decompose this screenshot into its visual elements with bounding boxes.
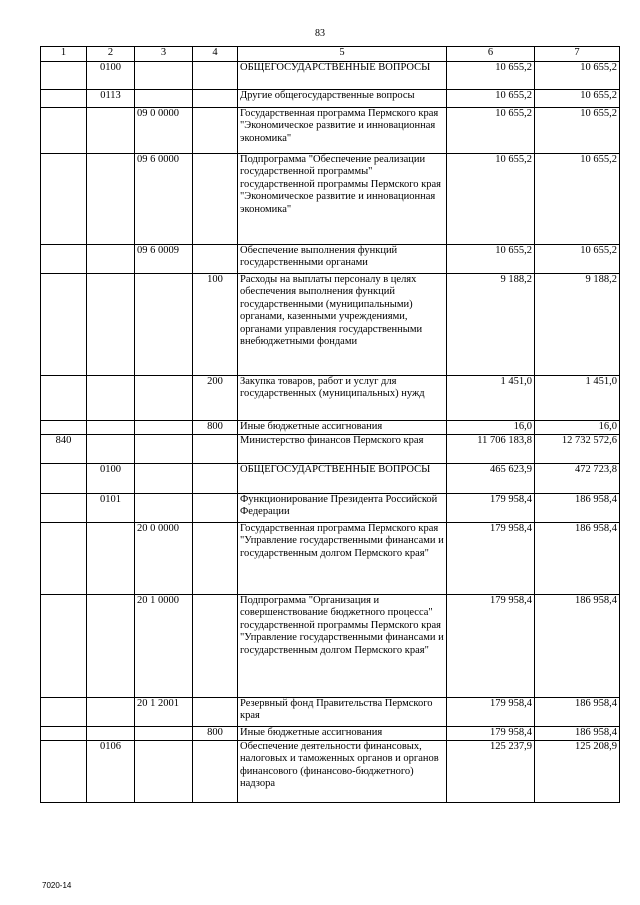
cell-section: [87, 154, 135, 245]
cell-section: [87, 245, 135, 274]
budget-table: [40, 46, 620, 803]
cell-amount-year-1: 1 451,0: [447, 376, 535, 421]
cell-section: 0101: [87, 494, 135, 523]
cell-description: ОБЩЕГОСУДАРСТВЕННЫЕ ВОПРОСЫ: [238, 464, 447, 494]
cell-description: Функционирование Президента Российской Федерации: [238, 494, 447, 523]
cell-target-article: [135, 62, 193, 90]
table-row: [41, 154, 620, 245]
cell-amount-year-1: 10 655,2: [447, 62, 535, 90]
table-row: [41, 741, 620, 803]
cell-description: Государственная программа Пермского края "Экономическое развитие и инновационная экономика": [238, 108, 447, 154]
cell-amount-year-1: 16,0: [447, 421, 535, 435]
cell-section: [87, 376, 135, 421]
cell-expense-type: 800: [193, 421, 238, 435]
header-col-6: 6: [447, 47, 535, 62]
cell-amount-year-1: 179 958,4: [447, 727, 535, 741]
cell-description: Другие общегосударственные вопросы: [238, 90, 447, 108]
cell-target-article: 09 0 0000: [135, 108, 193, 154]
table-row: [41, 494, 620, 523]
cell-description: Закупка товаров, работ и услуг для государственных (муниципальных) нужд: [238, 376, 447, 421]
cell-amount-year-2: 16,0: [535, 421, 620, 435]
cell-expense-type: [193, 494, 238, 523]
cell-target-article: 20 0 0000: [135, 523, 193, 595]
cell-target-article: [135, 435, 193, 464]
cell-target-article: [135, 90, 193, 108]
cell-target-article: [135, 376, 193, 421]
cell-department: [41, 595, 87, 698]
cell-department: [41, 523, 87, 595]
cell-description: Подпрограмма "Организация и совершенствование бюджетного процесса" государственной программы Пермского края "Управление государственными финансами и государственным долгом Пермского края": [238, 595, 447, 698]
cell-amount-year-2: 125 208,9: [535, 741, 620, 803]
cell-description: Подпрограмма "Обеспечение реализации государственной программы" государственной программы Пермского края "Экономическое развитие и инновационная экономика": [238, 154, 447, 245]
page-number: 83: [315, 28, 325, 39]
cell-target-article: 09 6 0000: [135, 154, 193, 245]
cell-amount-year-2: 12 732 572,6: [535, 435, 620, 464]
cell-department: [41, 421, 87, 435]
cell-section: [87, 274, 135, 376]
cell-amount-year-1: 10 655,2: [447, 90, 535, 108]
cell-department: [41, 90, 87, 108]
cell-amount-year-2: 186 958,4: [535, 698, 620, 727]
cell-amount-year-2: 9 188,2: [535, 274, 620, 376]
cell-target-article: 20 1 2001: [135, 698, 193, 727]
cell-section: 0113: [87, 90, 135, 108]
cell-target-article: [135, 727, 193, 741]
cell-amount-year-1: 465 623,9: [447, 464, 535, 494]
table-row: [41, 435, 620, 464]
header-col-3: 3: [135, 47, 193, 62]
cell-expense-type: [193, 62, 238, 90]
cell-description: Расходы на выплаты персоналу в целях обеспечения выполнения функций государственными (муниципальными) органами, казенными учреждениями, органами управления государственными внебюджетными фондами: [238, 274, 447, 376]
cell-expense-type: [193, 523, 238, 595]
cell-expense-type: [193, 741, 238, 803]
cell-description: Иные бюджетные ассигнования: [238, 421, 447, 435]
cell-amount-year-1: 179 958,4: [447, 595, 535, 698]
cell-target-article: 09 6 0009: [135, 245, 193, 274]
cell-department: [41, 376, 87, 421]
cell-department: [41, 108, 87, 154]
header-col-7: 7: [535, 47, 620, 62]
cell-amount-year-2: 186 958,4: [535, 595, 620, 698]
table-row: [41, 376, 620, 421]
cell-department: [41, 698, 87, 727]
cell-department: [41, 727, 87, 741]
cell-department: [41, 274, 87, 376]
cell-expense-type: [193, 435, 238, 464]
cell-amount-year-2: 10 655,2: [535, 154, 620, 245]
cell-amount-year-1: 10 655,2: [447, 245, 535, 274]
cell-section: 0100: [87, 464, 135, 494]
table-row: [41, 421, 620, 435]
cell-expense-type: 800: [193, 727, 238, 741]
cell-amount-year-1: 10 655,2: [447, 154, 535, 245]
cell-department: [41, 494, 87, 523]
cell-section: [87, 421, 135, 435]
cell-amount-year-1: 9 188,2: [447, 274, 535, 376]
cell-section: [87, 108, 135, 154]
cell-expense-type: [193, 154, 238, 245]
cell-amount-year-2: 186 958,4: [535, 523, 620, 595]
header-col-4: 4: [193, 47, 238, 62]
cell-section: [87, 698, 135, 727]
table-row: [41, 464, 620, 494]
cell-amount-year-1: 179 958,4: [447, 523, 535, 595]
cell-expense-type: [193, 108, 238, 154]
cell-department: 840: [41, 435, 87, 464]
table-row: [41, 108, 620, 154]
cell-amount-year-1: 125 237,9: [447, 741, 535, 803]
table-row: [41, 595, 620, 698]
cell-amount-year-2: 10 655,2: [535, 62, 620, 90]
cell-amount-year-2: 10 655,2: [535, 245, 620, 274]
cell-amount-year-1: 179 958,4: [447, 698, 535, 727]
cell-expense-type: [193, 595, 238, 698]
cell-target-article: 20 1 0000: [135, 595, 193, 698]
table-row: [41, 90, 620, 108]
cell-target-article: [135, 421, 193, 435]
cell-expense-type: [193, 464, 238, 494]
cell-description: ОБЩЕГОСУДАРСТВЕННЫЕ ВОПРОСЫ: [238, 62, 447, 90]
cell-section: [87, 523, 135, 595]
cell-section: 0100: [87, 62, 135, 90]
cell-amount-year-2: 472 723,8: [535, 464, 620, 494]
cell-section: [87, 435, 135, 464]
cell-description: Обеспечение выполнения функций государственными органами: [238, 245, 447, 274]
cell-expense-type: [193, 698, 238, 727]
cell-description: Иные бюджетные ассигнования: [238, 727, 447, 741]
table-header-row: [41, 47, 620, 62]
cell-section: 0106: [87, 741, 135, 803]
table-row: [41, 727, 620, 741]
cell-expense-type: [193, 245, 238, 274]
cell-department: [41, 741, 87, 803]
cell-description: Резервный фонд Правительства Пермского края: [238, 698, 447, 727]
cell-section: [87, 727, 135, 741]
cell-section: [87, 595, 135, 698]
cell-description: Министерство финансов Пермского края: [238, 435, 447, 464]
header-col-5: 5: [238, 47, 447, 62]
cell-department: [41, 245, 87, 274]
cell-department: [41, 62, 87, 90]
cell-target-article: [135, 494, 193, 523]
footer-document-code: 7020-14: [42, 881, 72, 890]
cell-expense-type: [193, 90, 238, 108]
cell-expense-type: 100: [193, 274, 238, 376]
cell-target-article: [135, 741, 193, 803]
cell-amount-year-1: 11 706 183,8: [447, 435, 535, 464]
table-row: [41, 274, 620, 376]
cell-amount-year-2: 10 655,2: [535, 90, 620, 108]
cell-target-article: [135, 274, 193, 376]
cell-amount-year-2: 186 958,4: [535, 727, 620, 741]
table-row: [41, 62, 620, 90]
cell-description: Государственная программа Пермского края "Управление государственными финансами и государственным долгом Пермского края": [238, 523, 447, 595]
cell-amount-year-2: 186 958,4: [535, 494, 620, 523]
cell-department: [41, 154, 87, 245]
cell-amount-year-2: 10 655,2: [535, 108, 620, 154]
cell-amount-year-1: 179 958,4: [447, 494, 535, 523]
cell-department: [41, 464, 87, 494]
table-row: [41, 698, 620, 727]
table-row: [41, 523, 620, 595]
cell-amount-year-2: 1 451,0: [535, 376, 620, 421]
table-row: [41, 245, 620, 274]
header-col-1: 1: [41, 47, 87, 62]
cell-expense-type: 200: [193, 376, 238, 421]
header-col-2: 2: [87, 47, 135, 62]
cell-target-article: [135, 464, 193, 494]
cell-amount-year-1: 10 655,2: [447, 108, 535, 154]
cell-description: Обеспечение деятельности финансовых, налоговых и таможенных органов и органов финансового (финансово-бюджетного) надзора: [238, 741, 447, 803]
